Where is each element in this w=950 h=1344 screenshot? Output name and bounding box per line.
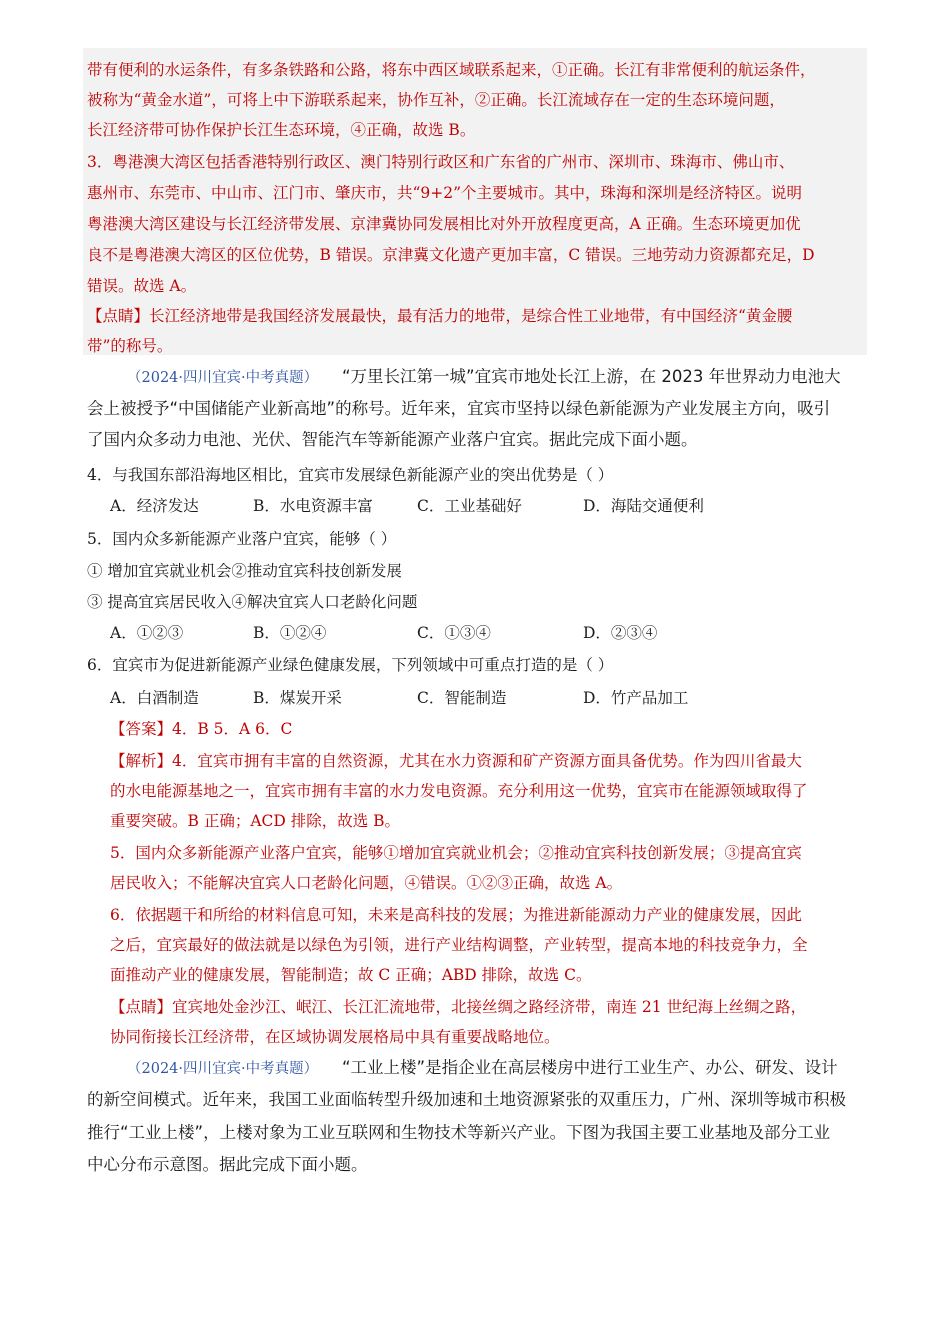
question-source: （2024·四川宜宾·中考真题）	[127, 1061, 319, 1077]
tip-line: 带”的称号。	[87, 337, 173, 355]
analysis-line: 面推动产业的健康发展，智能制造；故 C 正确；ABD 排除，故选 C。	[110, 966, 592, 984]
analysis-line: 5．国内众多新能源产业落户宜宾，能够①增加宜宾就业机会；②推动宜宾科技创新发展；③提高宜宾	[110, 844, 802, 862]
question-4-stem: 4．与我国东部沿海地区相比，宜宾市发展绿色新能源产业的突出优势是（ ）	[87, 466, 614, 484]
tip-line: 协同衔接长江经济带，在区域协调发展格局中具有重要战略地位。	[110, 1028, 560, 1046]
q3-analysis-line: 3．粤港澳大湾区包括香港特别行政区、澳门特别行政区和广东省的广州市、深圳市、珠海市、佛山市、	[87, 153, 795, 171]
q6-option-c[interactable]: C．智能制造	[417, 689, 507, 707]
intro-line: “万里长江第一城”宜宾市地处长江上游，在 2023 年世界动力电池大	[342, 367, 841, 386]
question-6-stem: 6．宜宾市为促进新能源产业绿色健康发展，下列领域中可重点打造的是（ ）	[87, 656, 614, 674]
q5-option-c[interactable]: C．①③④	[417, 624, 491, 642]
answer-line: 【答案】4．B 5．A 6．C	[110, 720, 293, 738]
q5-statement-line: ① 增加宜宾就业机会②推动宜宾科技创新发展	[87, 562, 402, 580]
q5-option-b[interactable]: B．①②④	[253, 624, 327, 642]
analysis-line: 重要突破。B 正确；ACD 排除，故选 B。	[110, 812, 401, 830]
q3-analysis-line: 错误。故选 A。	[87, 277, 197, 295]
q5-option-d[interactable]: D．②③④	[583, 624, 658, 642]
analysis-line: 6．依据题干和所给的材料信息可知，未来是高科技的发展；为推进新能源动力产业的健康发展，因此	[110, 906, 802, 924]
analysis-line: 居民收入；不能解决宜宾人口老龄化问题，④错误。①②③正确，故选 A。	[110, 874, 623, 892]
intro-line: 推行“工业上楼”，上楼对象为工业互联网和生物技术等新兴产业。下图为我国主要工业基地及部分工业	[87, 1123, 831, 1142]
q4-option-d[interactable]: D．海陆交通便利	[583, 497, 704, 515]
q5-option-a[interactable]: A．①②③	[110, 624, 184, 642]
tip-line: 【点睛】宜宾地处金沙江、岷江、长江汇流地带，北接丝绸之路经济带，南连 21 世纪海上丝绸之路，	[110, 998, 807, 1016]
q6-option-a[interactable]: A．白酒制造	[110, 689, 199, 707]
q5-statement-line: ③ 提高宜宾居民收入④解决宜宾人口老龄化问题	[87, 593, 418, 611]
q4-option-a[interactable]: A．经济发达	[110, 497, 199, 515]
tip-line: 【点睛】长江经济地带是我国经济发展最快，最有活力的地带，是综合性工业地带，有中国经济“黄金腰	[87, 307, 793, 325]
intro-line: 会上被授予“中国储能产业新高地”的称号。近年来，宜宾市坚持以绿色新能源为产业发展主方向，吸引	[87, 399, 831, 418]
q3-analysis-line: 惠州市、东莞市、中山市、江门市、肇庆市，共“9+2”个主要城市。其中，珠海和深圳是经济特区。说明	[87, 184, 803, 202]
q6-option-b[interactable]: B．煤炭开采	[253, 689, 342, 707]
q3-analysis-line: 粤港澳大湾区建设与长江经济带发展、京津冀协同发展相比对外开放程度更高，A 正确。生态环境更加优	[87, 215, 801, 233]
q3-analysis-line: 良不是粤港澳大湾区的区位优势，B 错误。京津冀文化遗产更加丰富，C 错误。三地劳动力资源都充足，D	[87, 246, 815, 264]
intro-line: 的新空间模式。近年来，我国工业面临转型升级加速和土地资源紧张的双重压力，广州、深圳等城市积极	[87, 1090, 846, 1109]
prev-analysis-line: 长江经济带可协作保护长江生态环境，④正确，故选 B。	[87, 121, 476, 139]
intro-line: 中心分布示意图。据此完成下面小题。	[87, 1155, 368, 1174]
intro-line: “工业上楼”是指企业在高层楼房中进行工业生产、办公、研发、设计	[342, 1058, 838, 1077]
q4-option-c[interactable]: C．工业基础好	[417, 497, 522, 515]
question-source: （2024·四川宜宾·中考真题）	[127, 370, 319, 386]
intro-line: 了国内众多动力电池、光伏、智能汽车等新能源产业落户宜宾。据此完成下面小题。	[87, 430, 698, 449]
prev-analysis-line: 带有便利的水运条件，有多条铁路和公路，将东中西区域联系起来，①正确。长江有非常便利的航运条件，	[87, 61, 816, 79]
q4-option-b[interactable]: B．水电资源丰富	[253, 497, 373, 515]
q6-option-d[interactable]: D．竹产品加工	[583, 689, 689, 707]
analysis-line: 的水电能源基地之一，宜宾市拥有丰富的水力发电资源。充分利用这一优势，宜宾市在能源领域取得了	[110, 782, 808, 800]
analysis-line: 之后，宜宾最好的做法就是以绿色为引领，进行产业结构调整，产业转型，提高本地的科技竞争力，全	[110, 936, 808, 954]
analysis-line: 【解析】4．宜宾市拥有丰富的自然资源，尤其在水力资源和矿产资源方面具备优势。作为四川省最大	[110, 752, 802, 770]
prev-analysis-line: 被称为“黄金水道”，可将上中下游联系起来，协作互补，②正确。长江流域存在一定的生态环境问题，	[87, 91, 785, 109]
question-5-stem: 5．国内众多新能源产业落户宜宾，能够（ ）	[87, 530, 397, 548]
